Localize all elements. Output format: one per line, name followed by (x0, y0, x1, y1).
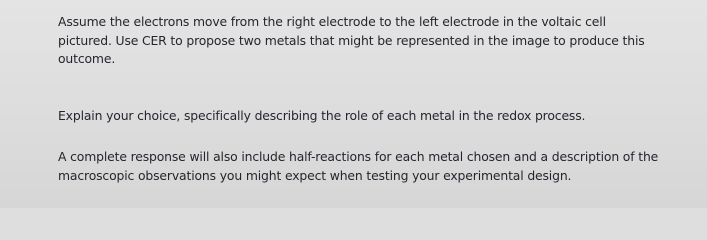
prompt-line: Explain your choice, specifically describing the role of each metal in the redox process. (58, 108, 586, 123)
prompt-line: A complete response will also include half-reactions for each metal chosen and a description of the (58, 149, 659, 164)
prompt-line: pictured. Use CER to propose two metals that might be represented in the image to produce this (58, 32, 645, 48)
prompt-line: Assume the electrons move from the right electrode to the left electrode in the voltaic cell (58, 14, 606, 29)
prompt-paragraph-explain (58, 107, 688, 126)
prompt-paragraph-complete-response (58, 148, 698, 185)
prompt-line: outcome. (58, 51, 116, 66)
prompt-line: macroscopic observations you might expect when testing your experimental design. (58, 167, 572, 183)
prompt-paragraph-assumption (58, 13, 688, 69)
